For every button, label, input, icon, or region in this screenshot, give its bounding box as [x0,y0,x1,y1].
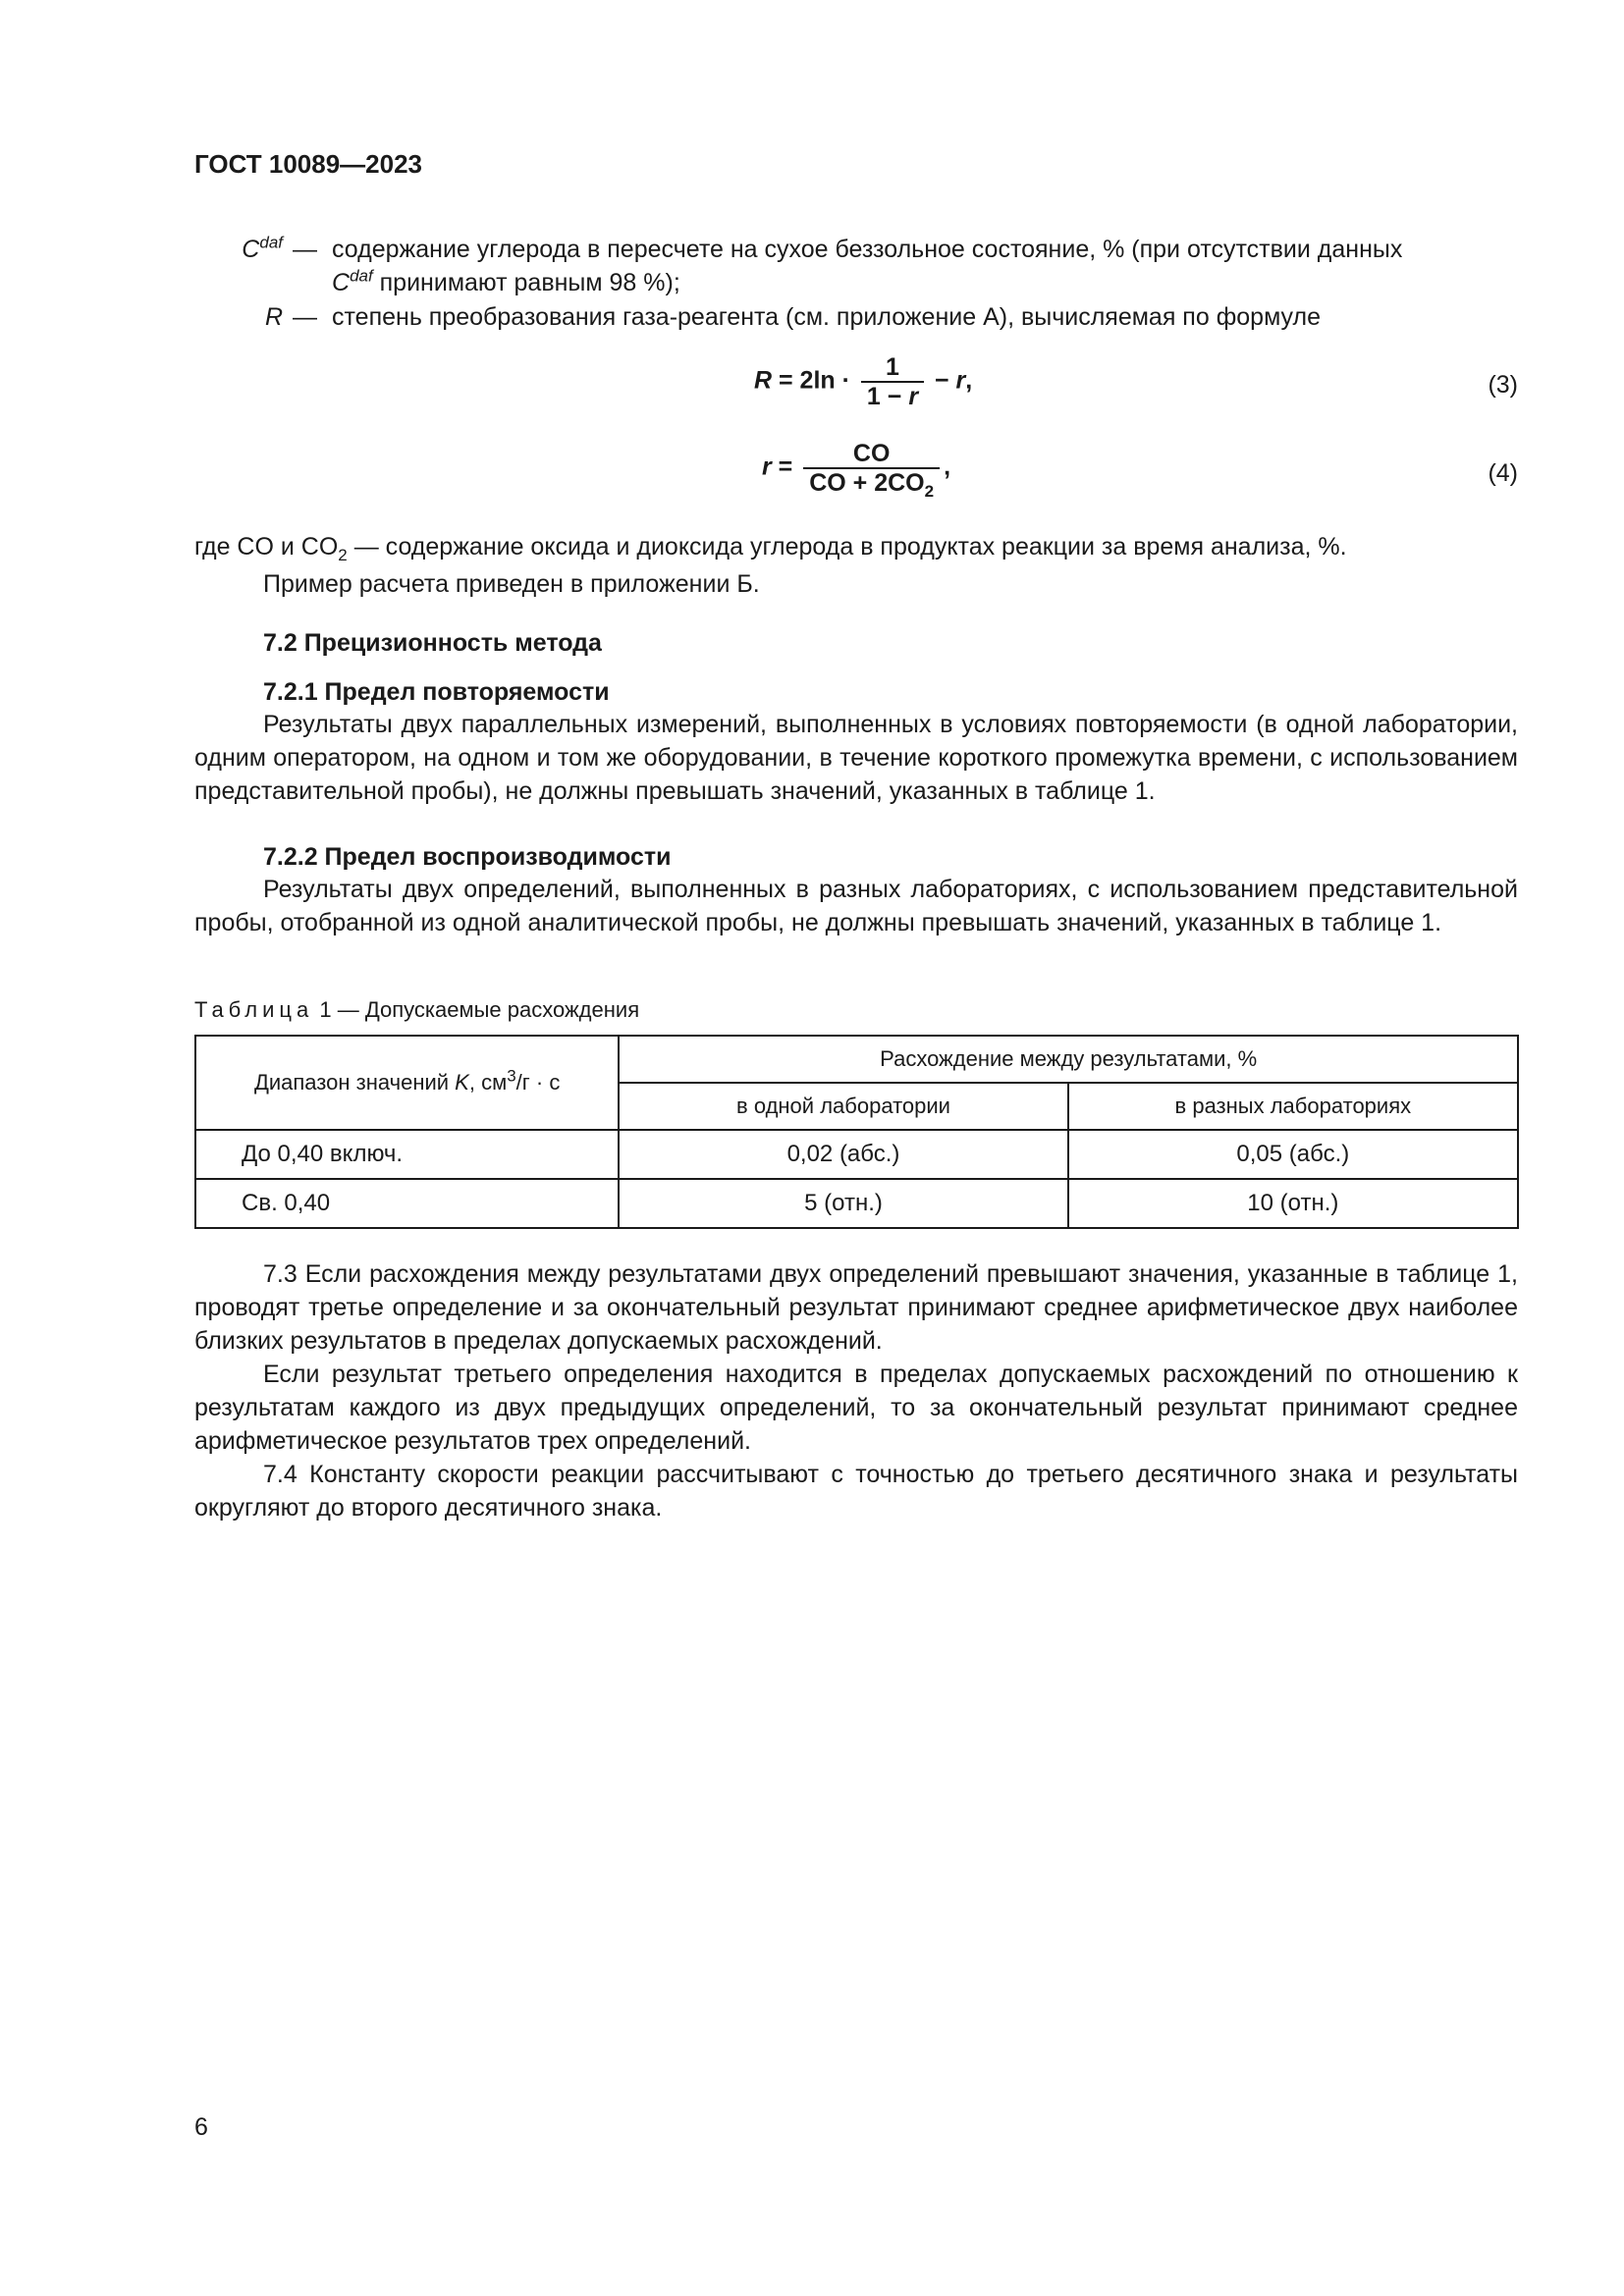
table-row [195,1179,1518,1228]
table-cell-one-lab: 0,02 (абс.) [619,1130,1067,1179]
section-7-3-text: 7.3 Если расхождения между результатами двух определений превышают значения, указанные в таблице 1, проводят третье определение и за окончательный результат принимают среднее арифметическое двух наиболее близких результатов в пределах допускаемых расхождений. [194,1260,1518,1355]
section-7-4-text: 7.4 Константу скорости реакции рассчитывают с точностью до третьего десятичного знака и результаты округляют до второго десятичного знака. [194,1461,1518,1522]
formula-4-fraction: $\frac{CO}{CO + 2CO_2}$ [803,440,940,497]
table-header-diff-labs: в разных лабораториях [1068,1083,1518,1130]
formula-4: r = $\frac{CO}{CO + 2CO_2}$ , [762,440,951,501]
page-number: 6 [194,2113,208,2141]
document-header: ГОСТ 10089—2023 [194,149,422,179]
table-cell-range: Св. 0,40 [195,1179,619,1228]
example-line: Пример расчета приведен в приложении Б. [263,570,760,598]
definition-dash: — [293,303,317,331]
formula-3-fraction: $\frac{1}{1 - r}$ [861,353,924,410]
table-row [195,1130,1518,1179]
definition-text: степень преобразования газа-реагента (см. приложение А), вычисляемая по формуле [332,303,1321,331]
table-header-group: Расхождение между результатами, % [619,1036,1518,1083]
table-cell-range: До 0,40 включ. [195,1130,619,1179]
table-header-one-lab: в одной лаборатории [619,1083,1067,1130]
tolerance-table [194,1035,1519,1229]
formula-3-number: (3) [1488,371,1518,399]
section-7-3-continuation: Если результат третьего определения находится в пределах допускаемых расхождений по отношению к результатам каждого из двух предыдущих определений, то за окончательный результат принимают среднее арифметическое результатов трех определений. [194,1361,1518,1455]
section-7-2-1-heading: 7.2.1 Предел повторяемости [263,678,610,706]
where-line: где CO и $CO_2$ — содержание оксида и диоксида углерода в продуктах реакции за время анализа, %. [194,533,1347,564]
definition-dash: — [293,236,317,263]
table-caption: Таблица 1 — Допускаемые расхождения [194,997,640,1022]
formula-4-number: (4) [1488,459,1518,487]
table-header-range: Диапазон значений K, $см^3/г \cdot с$ [195,1036,619,1130]
document-page [194,0,1518,2296]
definition-symbol: $C^{daf}$ [242,233,283,263]
definition-symbol: R [264,303,283,331]
section-7-2-heading: 7.2 Прецизионность метода [263,629,602,657]
section-7-2-2-text: Результаты двух определений, выполненных в разных лабораториях, с использованием представительной пробы, отобранной из одной аналитической пробы, не должны превышать значений, указанных в таблице 1. [194,876,1518,936]
section-7-2-2-heading: 7.2.2 Предел воспроизводимости [263,843,672,871]
section-7-2-1-text: Результаты двух параллельных измерений, выполненных в условиях повторяемости (в одной лаборатории, одним оператором, на одном и том же оборудовании, в течение короткого промежутка времени, с использованием представительной пробы), не должны превышать значений, указанных в таблице 1. [194,711,1518,805]
table-cell-diff-labs: 10 (отн.) [1068,1179,1518,1228]
formula-3: R = 2ln · $\frac{1}{1 - r}$ − r, [754,353,973,410]
table-cell-one-lab: 5 (отн.) [619,1179,1067,1228]
table-cell-diff-labs: 0,05 (абс.) [1068,1130,1518,1179]
definition-text: содержание углерода в пересчете на сухое беззольное состояние, % (при отсутствии данных $C^{daf}$ принимают равным 98 %); [332,236,1403,296]
